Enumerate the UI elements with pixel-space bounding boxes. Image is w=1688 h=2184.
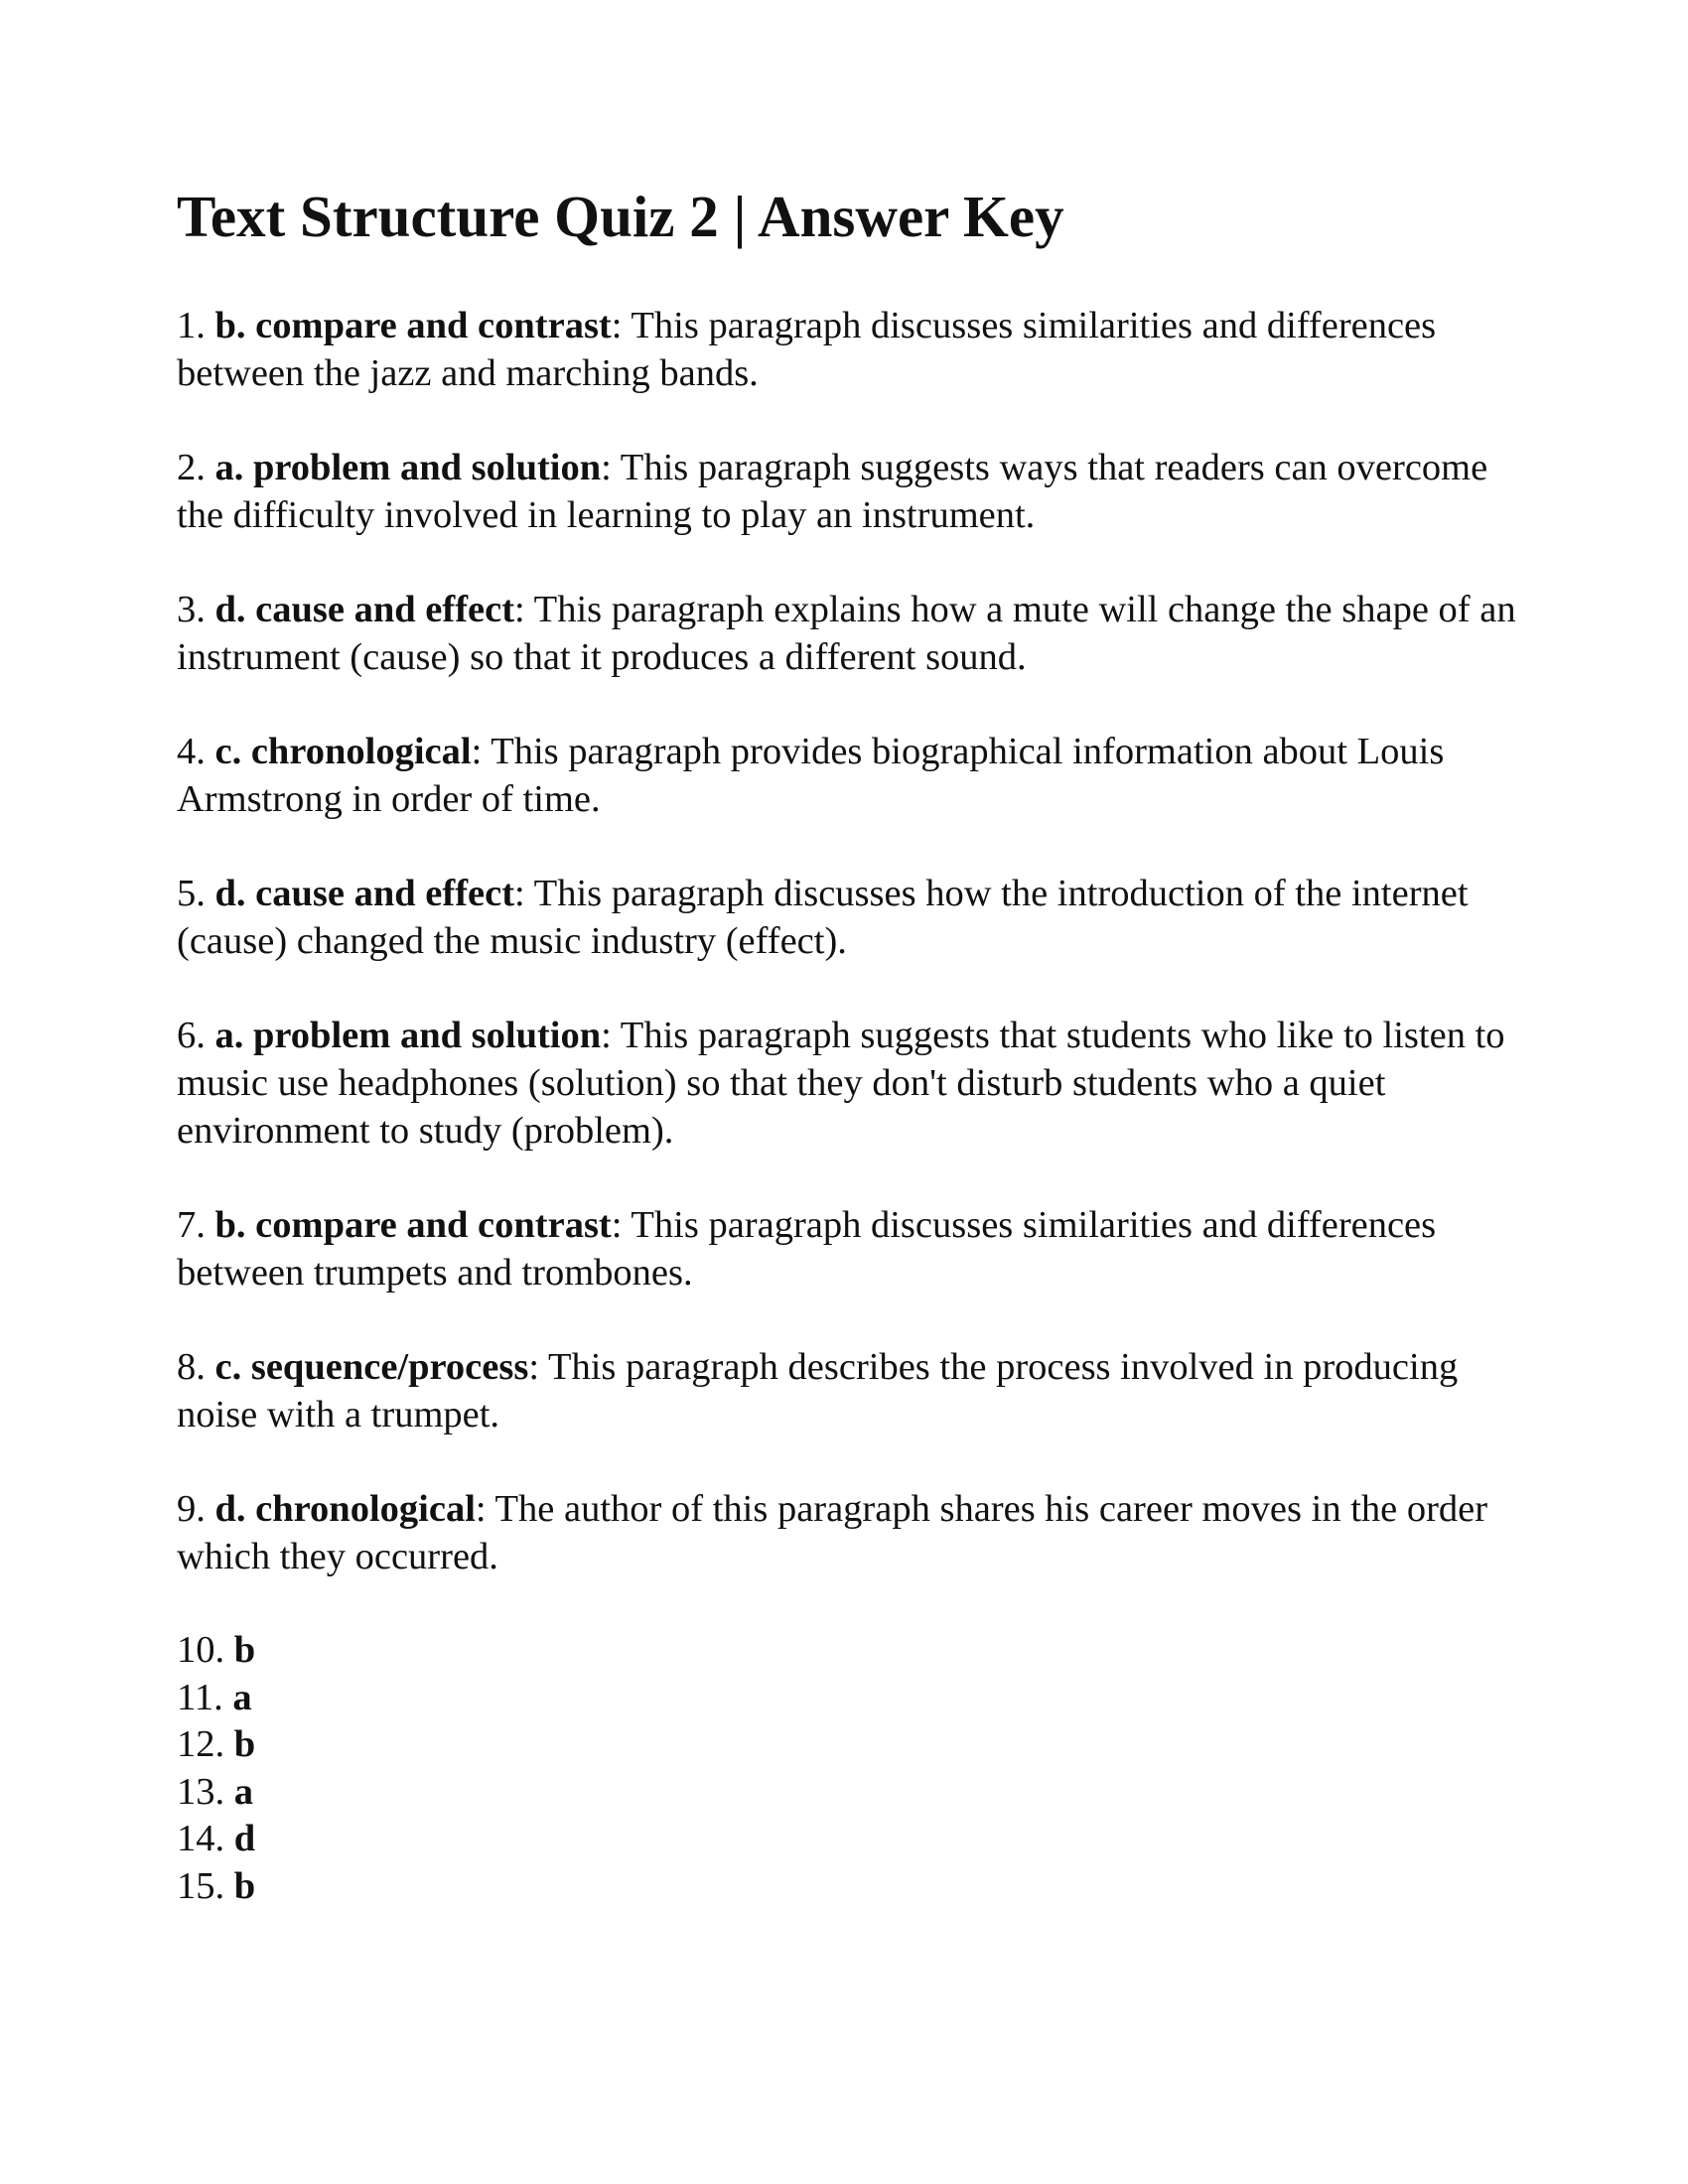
answer-choice: b (233, 1864, 256, 1907)
answer-choice: d. chronological (214, 1488, 476, 1530)
answer-choice: a (233, 1770, 253, 1813)
answer-explanation: : This paragraph discusses how the introduction of the internet (cause) changed the music industry (effect). (177, 873, 1469, 962)
page-title: Text Structure Quiz 2 | Answer Key (177, 184, 1064, 249)
answer-choice: d (233, 1818, 256, 1859)
answer-number: 2. (177, 447, 215, 488)
answer-explanation: : The author of this paragraph shares his career moves in the order which they occurred. (177, 1488, 1488, 1577)
answer-number: 3. (177, 589, 215, 630)
answer-choice: c. sequence/process (214, 1346, 529, 1388)
answer-key-page (177, 177, 1527, 1910)
answer-explanation: : This paragraph provides biographical information about Louis Armstrong in order of time. (177, 731, 1445, 820)
answer-item-9 (177, 1485, 1527, 1580)
short-answer-14 (177, 1816, 1527, 1863)
short-answer-13 (177, 1769, 1527, 1817)
answer-choice: a. problem and solution (214, 1015, 602, 1056)
answer-item-8 (177, 1343, 1527, 1438)
short-answer-12 (177, 1721, 1527, 1769)
answer-choice: b. compare and contrast (214, 1204, 612, 1246)
answer-choice: a. problem and solution (214, 447, 602, 488)
answer-number: 8. (177, 1346, 215, 1388)
answer-item-1 (177, 302, 1527, 397)
answer-item-3 (177, 586, 1527, 681)
answer-choice: b (233, 1723, 256, 1765)
answer-explanation: : This paragraph describes the process involved in producing noise with a trumpet. (177, 1346, 1459, 1435)
answer-number: 15. (177, 1864, 234, 1907)
answer-number: 7. (177, 1204, 215, 1246)
answer-list (177, 302, 1527, 1580)
answer-item-6 (177, 1012, 1527, 1155)
answer-item-5 (177, 870, 1527, 965)
answer-explanation: : This paragraph suggests that students who like to listen to music use headphones (solution) so that they don't disturb students who a quiet environment to study (problem). (177, 1015, 1505, 1152)
answer-number: 13. (177, 1770, 234, 1813)
short-answer-10 (177, 1627, 1527, 1675)
answer-choice: a (232, 1676, 252, 1718)
answer-explanation: : This paragraph suggests ways that readers can overcome the difficulty involved in learning to play an instrument. (177, 447, 1488, 536)
answer-choice: d. cause and effect (214, 873, 515, 914)
answer-number: 5. (177, 873, 215, 914)
answer-explanation: : This paragraph explains how a mute will change the shape of an instrument (cause) so that it produces a different sound. (177, 589, 1516, 678)
answer-explanation: : This paragraph discusses similarities and differences between the jazz and marching bands. (177, 305, 1437, 394)
short-answer-15 (177, 1863, 1527, 1911)
answer-choice: c. chronological (214, 731, 472, 772)
answer-number: 9. (177, 1488, 215, 1530)
answer-item-2 (177, 444, 1527, 539)
short-answer-11 (177, 1675, 1527, 1722)
answer-number: 12. (177, 1723, 234, 1765)
short-answer-list (177, 1627, 1527, 1910)
answer-number: 10. (177, 1629, 234, 1671)
answer-explanation: : This paragraph discusses similarities and differences between trumpets and trombones. (177, 1204, 1437, 1294)
answer-number: 1. (177, 305, 215, 346)
answer-item-7 (177, 1201, 1527, 1297)
answer-choice: b. compare and contrast (214, 305, 612, 346)
answer-number: 14. (177, 1818, 234, 1859)
answer-choice: b (233, 1629, 256, 1671)
answer-number: 11. (177, 1676, 233, 1718)
answer-number: 6. (177, 1015, 215, 1056)
answer-item-4 (177, 728, 1527, 823)
answer-number: 4. (177, 731, 215, 772)
answer-choice: d. cause and effect (214, 589, 515, 630)
